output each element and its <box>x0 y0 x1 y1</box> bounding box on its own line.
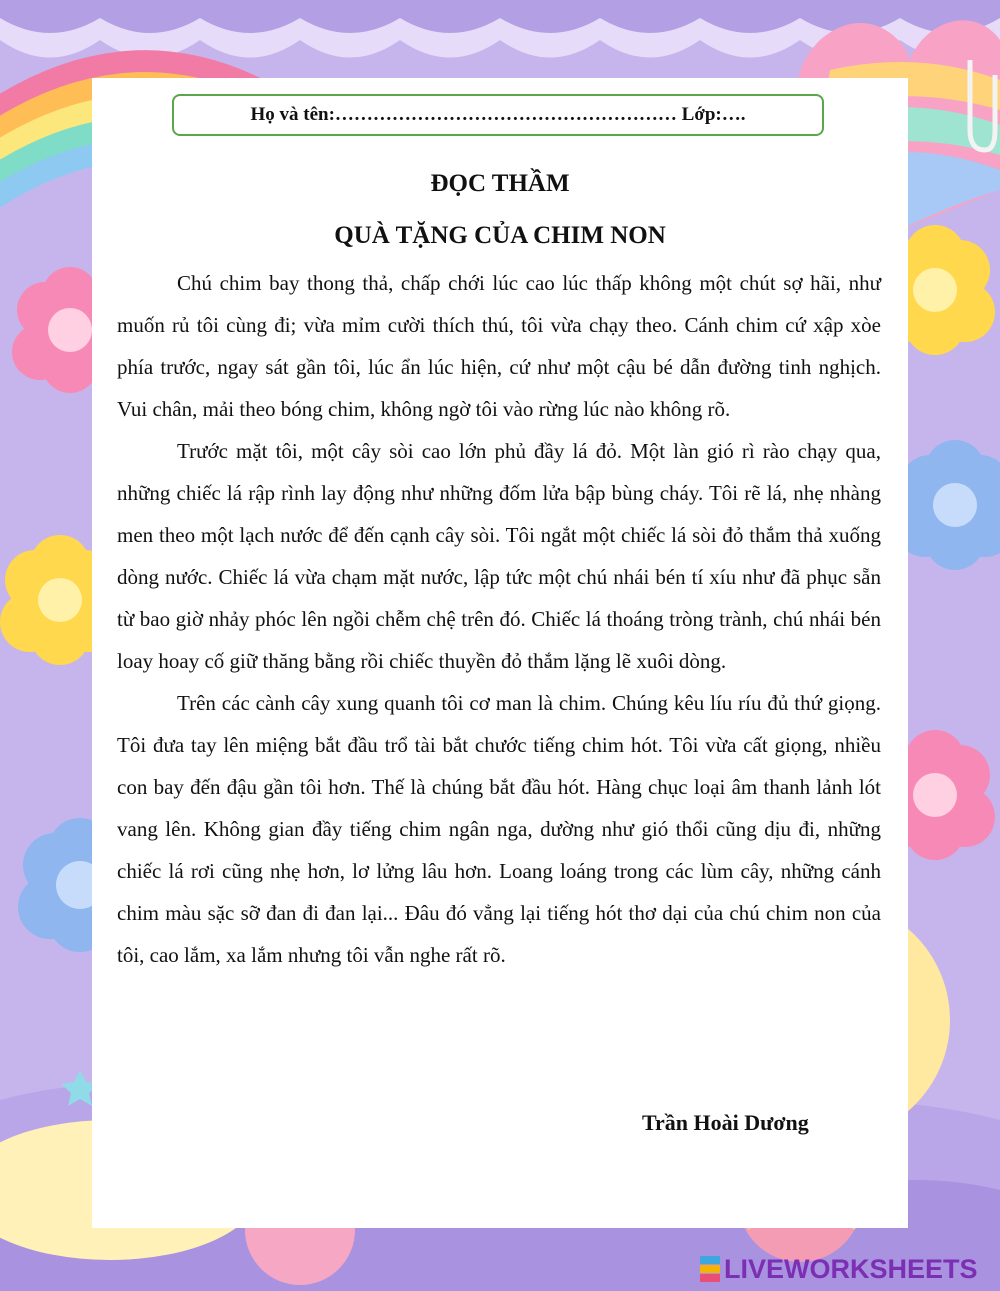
author-name: Trần Hoài Dương <box>642 1110 809 1135</box>
liveworksheets-watermark <box>700 1252 978 1286</box>
name-class-line: Họ và tên:……………………………………………… Lớp:…. <box>250 104 746 125</box>
story-body <box>117 262 881 976</box>
story-title: QUÀ TẶNG CỦA CHIM NON <box>334 222 666 249</box>
liveworksheets-logo-icon <box>700 1256 720 1282</box>
paragraph-1: Chú chim bay thong thả, chấp chới lúc cao lúc thấp không một chút sợ hãi, như muốn rủ tôi cùng đi; vừa mỉm cười thích thú, tôi vừa chạy theo. Cánh chim cứ xập xòe phía trước, ngay sát gần tôi, lúc ẩn lúc hiện, cứ như một cậu bé dẫn đường tinh nghịch. Vui chân, mải theo bóng chim, không ngờ tôi vào rừng lúc nào không rõ. <box>117 271 881 421</box>
paragraph-3: Trên các cành cây xung quanh tôi cơ man là chim. Chúng kêu líu ríu đủ thứ giọng. Tôi đưa tay lên miệng bắt đầu trổ tài bắt chước tiếng chim hót. Tôi vừa cất giọng, nhiều con bay đến đậu gần tôi hơn. Thế là chúng bắt đầu hót. Hàng chục loại âm thanh lảnh lót vang lên. Không gian đầy tiếng chim ngân nga, dường như gió thổi cũng dịu đi, những chiếc lá rơi cũng nhẹ hơn, lơ lửng lâu hơn. Loang loáng trong các lùm cây, những cánh chim màu sặc sỡ đan đi đan lại... Đâu đó vẳng lại tiếng hót thơ dại của chú chim non của tôi, cao lắm, xa lắm nhưng tôi vẫn nghe rất rõ. <box>117 691 881 967</box>
paragraph-2: Trước mặt tôi, một cây sòi cao lớn phủ đầy lá đỏ. Một làn gió rì rào chạy qua, những chiếc lá rập rình lay động như những đốm lửa bập bùng cháy. Tôi rẽ lá, nhẹ nhàng men theo một lạch nước để đến cạnh cây sòi. Tôi ngắt một chiếc lá sòi đỏ thắm thả xuống dòng nước. Chiếc lá vừa chạm mặt nước, lập tức một chú nhái bén tí xíu như đã phục sẵn từ bao giờ nhảy phóc lên ngồi chễm chệ trên đó. Chiếc lá thoáng tròng trành, chú nhái bén loay hoay cố giữ thăng bằng rồi chiếc thuyền đỏ thắm lặng lẽ xuôi dòng. <box>117 439 881 673</box>
brand-text: LIVEWORKSHEETS <box>724 1253 978 1284</box>
section-heading: ĐỌC THẦM <box>430 170 570 197</box>
student-name-field[interactable] <box>172 94 824 136</box>
